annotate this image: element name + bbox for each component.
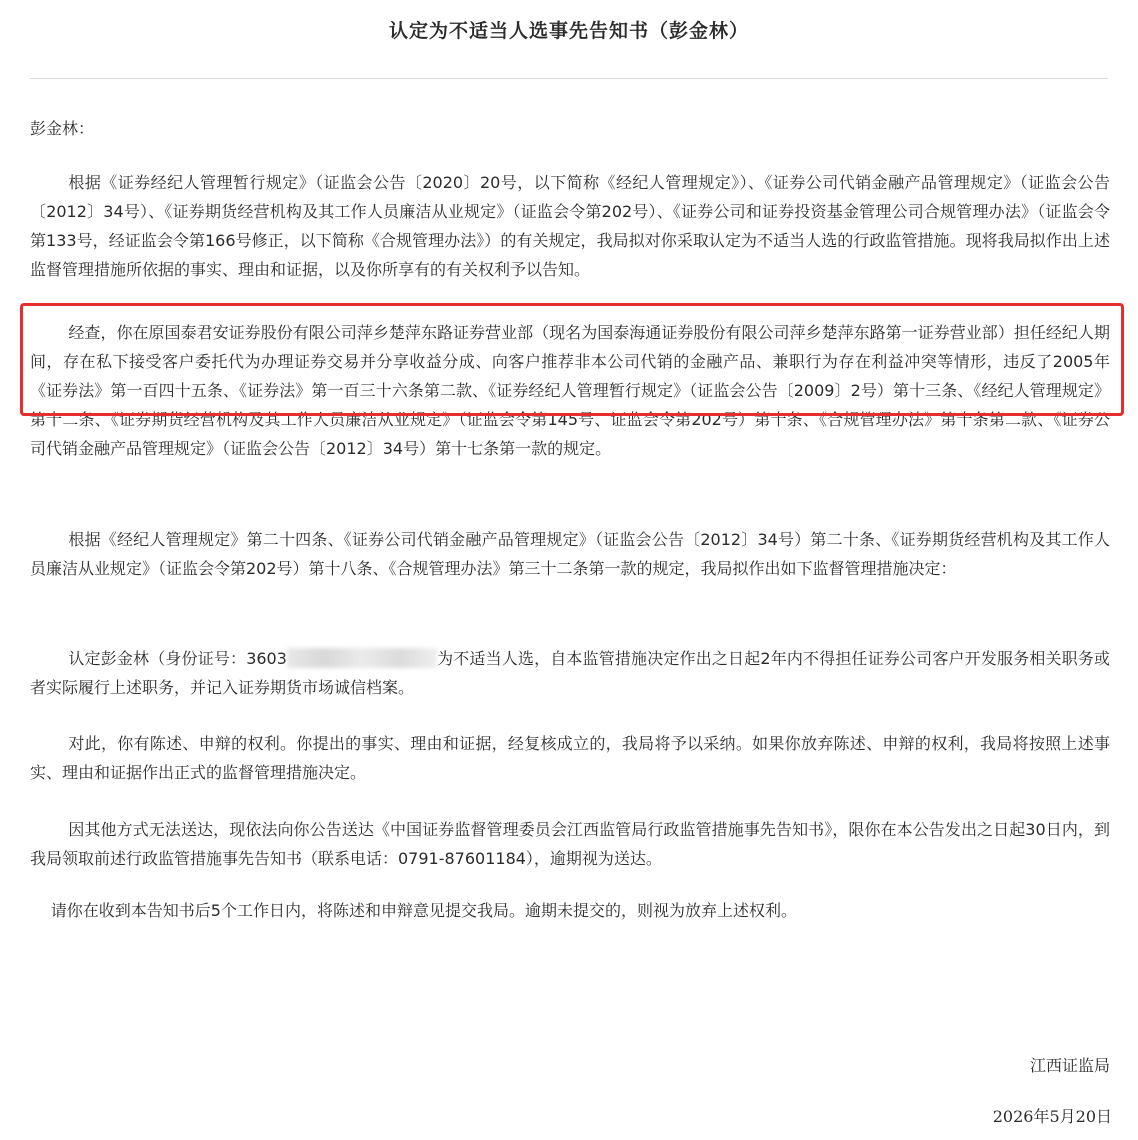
issuer-signature: 江西证监局 [1029,1056,1110,1075]
decision-prefix: 认定彭金林（身份证号：3603 [68,649,287,668]
paragraph-legal-basis: 根据《证券经纪人管理暂行规定》（证监会公告〔2020〕20号，以下简称《经纪人管理规定》）、《证券公司代销金融产品管理规定》（证监会公告〔2012〕34号）、《证券期货经营机构及其工作人员廉洁从业规定》（证监会令第202号）、《证券公司和证券投资基金管理公司合规管理办法》（证监会令第133号，经证监会令第166号修正，以下简称《合规管理办法》）的有关规定，我局拟对你采取认定为不适当人选的行政监管措施。现将我局拟作出上述监督管理措施所依据的事实、理由和证据，以及你所享有的有关权利予以告知。 [30,173,1110,279]
paragraph-measure-basis: 根据《经纪人管理规定》第二十四条、《证券公司代销金融产品管理规定》（证监会公告〔2012〕34号）第二十条、《证券期货经营机构及其工作人员廉洁从业规定》（证监会令第202号）第十八条、《合规管理办法》第三十二条第一款的规定，我局拟作出如下监督管理措施决定： [30,530,1110,578]
paragraph-deadline: 请你在收到本告知书后5个工作日内，将陈述和申辩意见提交我局。逾期未提交的，则视为放弃上述权利。 [50,901,797,920]
paragraph-rights: 对此，你有陈述、申辩的权利。你提出的事实、理由和证据，经复核成立的，我局将予以采纳。如果你放弃陈述、申辩的权利，我局将按照上述事实、理由和证据作出正式的监督管理措施决定。 [30,734,1110,782]
paragraph-service-notice: 因其他方式无法送达，现依法向你公告送达《中国证券监督管理委员会江西监管局行政监管措施事先告知书》，限你在本公告发出之日起30日内，到我局领取前述行政监管措施事先告知书（联系电话：0791-87601184），逾期视为送达。 [30,820,1110,868]
paragraph-findings: 经查，你在原国泰君安证券股份有限公司萍乡楚萍东路证券营业部（现名为国泰海通证券股份有限公司萍乡楚萍东路第一证券营业部）担任经纪人期间，存在私下接受客户委托代为办理证券交易并分享收益分成、向客户推荐非本公司代销的金融产品、兼职行为存在利益冲突等情形，违反了2005年《证券法》第一百四十五条、《证券法》第一百三十六条第二款、《证券经纪人管理暂行规定》（证监会公告〔2009〕2号）第十三条、《经纪人管理规定》第十二条、《证券期货经营机构及其工作人员廉洁从业规定》（证监会令第145号、证监会令第202号）第十条、《合规管理办法》第十条第二款、《证券公司代销金融产品管理规定》（证监会公告〔2012〕34号）第十七条第一款的规定。 [30,323,1110,458]
salutation: 彭金林： [30,119,95,138]
decision-suffix: 为不适当人选，自本监管措施决定作出之日起2年内不得担任证券公司客户开发服务相关职务或者实际履行上述职务，并记入证券期货市场诚信档案。 [30,649,1110,697]
document-title: 认定为不适当人选事先告知书（彭金林） [388,20,749,42]
redacted-id-blur [287,648,437,668]
title-divider [30,78,1108,79]
paragraph-decision [30,644,1110,702]
issue-date: 2026年5月20日 [992,1107,1112,1126]
